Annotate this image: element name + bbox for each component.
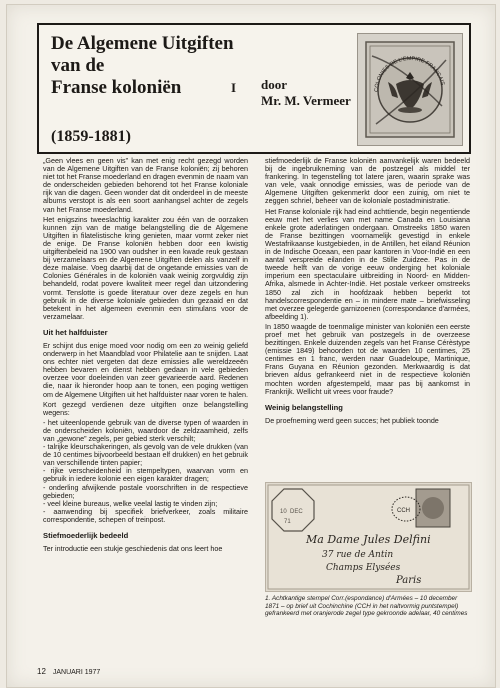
title-line-1: De Algemene Uitgiften <box>51 33 234 54</box>
author-name: Mr. M. Vermeer <box>261 93 351 108</box>
list-item: - onderling afwijkende postale voorschriften in de respectieve gebieden; <box>43 482 248 500</box>
section-heading-stiefmoederlijk: Stiefmoederlijk bedeeld <box>43 531 129 541</box>
stamp-inscription: COLONIES DE L'EMPIRE FRANCAIS <box>373 55 446 93</box>
right-paragraph-3: In 1850 waagde de toenmalige minister van koloniën een eerste proef met het gebruik van postzegels in de overzeese bezittingen. Enkele duizenden zegels van het Franse Cérèstype (emissie 1849) behoorden tot de waarden 10 centimes, 25 centimes en 1 franc, werden naar Guadeloupe, Martinique, Frans Guyana en Réunion gezonden. Merkwaardig is dat brieven aldus gefrankeerd niet in de respectieve koloniën mochten worden afgestempeld, maar pas bij aankomst in Frankrijk. Wellicht uit vrees voor fraude? <box>265 321 470 396</box>
envelope-illustration <box>265 482 472 592</box>
svg-text:71: 71 <box>284 519 291 525</box>
left-column <box>43 157 248 555</box>
reasons-list <box>43 419 248 524</box>
right-paragraph-1: stiefmoederlijk de Franse koloniën aanvankelijk waren bedeeld bij de ingebruikneming van de postzegel als middel ter frankering. In tegenstelling tot latere jaren, waarin sprake was van vele, vaak onnodige emissies, was de periode van de Algemene Uitgiften gekenmerkt door een zuinig, om niet te zeggen schriel, beheer van de koloniale postadministratie. <box>265 156 470 206</box>
list-item: - het uiteenlopende gebruik van de diverse typen of waarden in de onderscheiden koloniën, waardoor de zeldzaamheid, zelfs van „gewone” zegels, per gebied sterk verschilt; <box>43 417 248 443</box>
right-section-paragraph: De proefneming werd geen succes; het publiek toonde <box>265 415 439 425</box>
figure-caption: 1. Achtkantige stempel Corr.(espondance) d'Armées – 10 december 1871 – op brief uit Cochinchine (CCH in het naltvormig puntstempel) gefrankeerd met oranjerode zegel type gekroonde adelaar, 40 centimes <box>265 595 468 618</box>
right-column <box>265 157 470 427</box>
byline-prefix: door <box>261 77 287 92</box>
list-item: - veel kleine bureaus, welke veelal lastig te vinden zijn; <box>43 498 218 508</box>
list-item: - talrijke kleurschakeringen, als gevolg van de vele drukken (van de 10 centimes bijvoorbeeld bestaan elf drukken) en het gebruik van verschillende tinten papier; <box>43 442 248 468</box>
section1-paragraph-1: Er schijnt dus enige moed voor nodig om een zo weinig geliefd onderwerp in het Maandblad voor Philatelie aan te snijden. Laat ons echter niet vergeten dat deze emissies alle wereldzeeën hebben bevaren en dienst hebben gedaan in vele gebieden overzee voor doeleinden van zeer gevarieerde aard. Redenen die, naar ik hieronder hoop aan te tonen, een poging wettigen om de Algemene Uitgiften uit het halfduister naar voren te halen. <box>43 340 248 399</box>
address-line-1: Ma Dame Jules Delfini <box>306 533 431 546</box>
svg-text:DEC: DEC <box>290 509 303 515</box>
svg-text:10: 10 <box>280 509 287 515</box>
section-heading-halfduister: Uit het halfduister <box>43 327 108 337</box>
article-years: (1859-1881) <box>51 128 131 145</box>
stamp-eagle-image <box>357 33 463 146</box>
address-line-4: Paris <box>396 575 422 586</box>
title-line-2: van de <box>51 55 105 76</box>
section-heading-belangstelling: Weinig belangstelling <box>265 402 343 412</box>
stamp-eagle-icon <box>358 34 462 145</box>
postmark-text: CCH <box>397 508 410 514</box>
article-title <box>51 33 237 99</box>
article-header <box>37 23 471 154</box>
list-item: - rijke verscheidenheid in stempeltypen, waarvan vorm en gebruik in iedere kolonie een eigen karakter dragen; <box>43 466 248 484</box>
envelope-cover-image <box>266 483 471 591</box>
right-paragraph-2: Het Franse koloniale rijk had eind achttiende, begin negentiende eeuw met het verlies van met name Canada en Louisiana enkele grote aderlatingen ondergaan. Omstreeks 1850 waren de Franse bezittingen voornamelijk gevestigd in enkele Westafrikaanse kustgebieden, in de Antillen, het eiland Réunion in de Indische Oceaan, een paar kantoren in Voor-Indië en een aantal verspreide eilanden in de Stille Zuidzee. Pas in de tweede helft van de vorige eeuw onderging het koloniale imperium een spectaculaire uitbreiding in Noord- en Midden-Afrika, alsmede in Achter-Indië. Het postale verkeer omstreeks 1850 zal zich in hoofdzaak hebben beperkt tot handelscorrespondentie en – in mindere mate – briefwisseling met overzee gelegerde garnizoenen (correspondance d'armées, afbeelding 1). <box>265 206 470 321</box>
page-number: 12 <box>37 667 46 676</box>
magazine-page <box>6 4 496 688</box>
part-number: I <box>231 80 237 95</box>
page-footer <box>37 667 100 676</box>
address-line-3: Champs Elysées <box>326 563 401 573</box>
title-line-3: Franse koloniën <box>51 77 182 98</box>
section2-paragraph: Ter introductie een stukje geschiedenis dat ons leert hoe <box>43 544 223 554</box>
section1-paragraph-2: Kort gezegd verdienen deze uitgiften onze belangstelling wegens: <box>43 399 248 417</box>
list-item: - aanwending bij specifiek briefverkeer, zoals militaire correspondentie, schepen of treinpost. <box>43 506 248 524</box>
issue-date: JANUARI 1977 <box>52 669 101 676</box>
intro-paragraph-1: „Geen vlees en geen vis” kan met enig recht gezegd worden van de Algemene Uitgiften van de Franse koloniën; zij behoren niet tot het Franse moederland en dragen evenmin de naam van de onderscheiden gebieden behorend tot het Franse koloniale rijk van die dagen. Geen wonder dat dit onderdeel in de meeste albums verstopt is als een soort aanhangsel achter de zegels van het Franse moederland. <box>43 156 248 214</box>
intro-paragraph-2: Het enigszins tweeslachtig karakter zou één van de oorzaken kunnen zijn van de matige belangstelling die de Algemene Uitgiften in filatelistische kring genieten, maar vormt zeker niet de enige. De Franse koloniën hebben door een kwistig uitgiftenbeleid na 1900 van oudsher in een kwade reuk gestaan bij verzamelaars en de Algemene Uitgiften delen als vanzelf in deze malaise. Voeg daarbij dat de ongetande emissies van de Colonies Générales in de koloniën vaak weinig zorgvuldig zijn behandeld, rodat povere kwaliteit meer regel dan uitzondering vormt. Tenslotte is goede literatuur over deze zegels en hun gebruik in de diverse koloniale gebieden dun gezaaid en dat betekent in het algemeen evenmin een stimulans voor de verzamelaar. <box>43 214 248 321</box>
address-line-2: 37 rue de Antin <box>322 550 394 560</box>
byline <box>261 77 351 109</box>
